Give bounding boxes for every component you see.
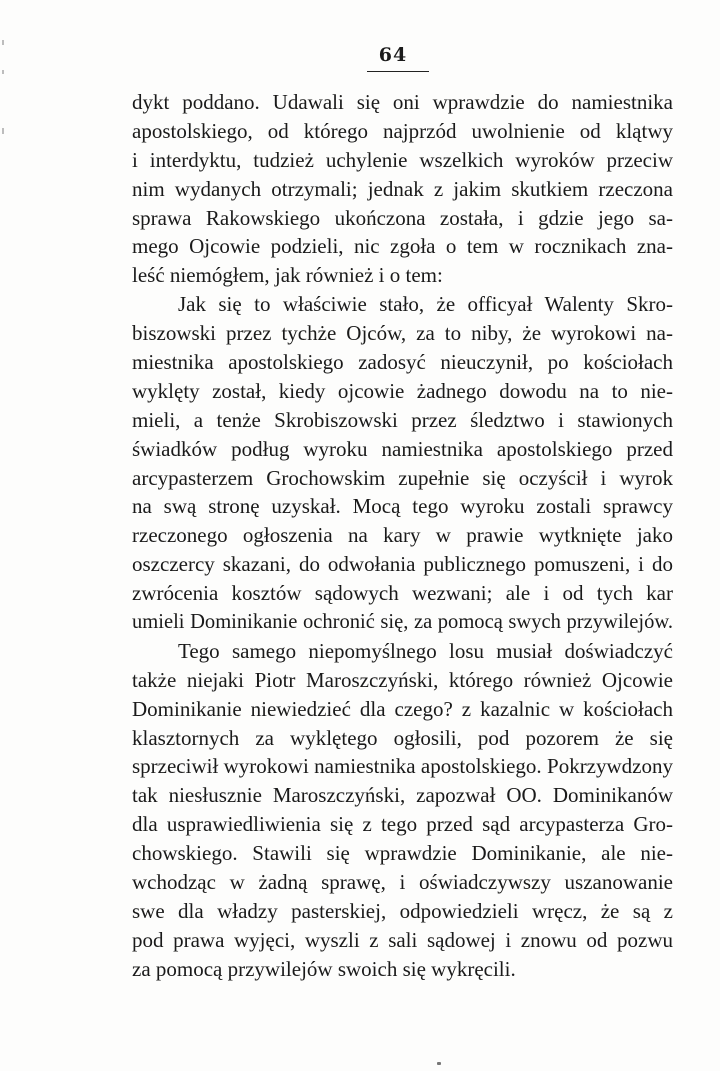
scan-speck <box>437 1062 441 1065</box>
text-line: dla usprawiedliwienia się z tego przed sąd arcypasterza Gro- <box>132 812 673 837</box>
text-line: klasztornych za wyklętego ogłosili, pod pozorem że się <box>132 725 673 750</box>
scan-edge-mark <box>2 128 4 134</box>
page-number-rule <box>367 71 429 72</box>
text-line: leść niemógłem, jak również i o tem: <box>132 263 443 288</box>
text-line: apostolskiego, od którego najprzód uwolnienie od klątwy <box>132 118 673 143</box>
text-line: nim wydanych otrzymali; jednak z jakim skutkiem rzeczona <box>132 176 673 201</box>
scan-edge-mark <box>2 70 4 74</box>
text-line: oszczercy skazani, do odwołania publicznego pomuszeni, i do <box>132 552 673 577</box>
text-line: sprawa Rakowskiego ukończona została, i gdzie jego sa- <box>132 205 673 230</box>
text-line: swe dla władzy pasterskiej, odpowiedzieli wręcz, że są z <box>132 898 673 923</box>
page-number: 64 <box>378 44 408 66</box>
text-line: miestnika apostolskiego zadosyć nieuczynił, po kościołach <box>132 350 673 375</box>
text-line: sprzeciwił wyrokowi namiestnika apostolskiego. Pokrzywdzony <box>132 754 673 779</box>
text-line: biszowski przez tychże Ojców, za to niby, że wyrokowi na- <box>132 321 673 346</box>
scan-edge-mark <box>2 40 4 45</box>
text-line: także niejaki Piotr Maroszczyński, którego również Ojcowie <box>132 667 673 692</box>
text-line: wchodząc w żadną sprawę, i oświadczywszy uszanowanie <box>132 870 673 895</box>
text-line: Dominikanie niewiedzieć dla czego? z kazalnic w kościołach <box>132 696 673 721</box>
text-line: mego Ojcowie podzieli, nic zgoła o tem w rocznikach zna- <box>132 234 673 259</box>
text-line: zwrócenia kosztów sądowych wezwani; ale i od tych kar <box>132 581 673 606</box>
text-line: dykt poddano. Udawali się oni wprawdzie do namiestnika <box>132 90 673 114</box>
text-line: na swą stronę uzyskał. Mocą tego wyroku zostali sprawcy <box>132 494 673 519</box>
text-line: chowskiego. Stawili się wprawdzie Dominikanie, ale nie- <box>132 841 673 866</box>
text-line: świadków podług wyroku namiestnika apostolskiego przed <box>132 436 673 461</box>
text-line: pod prawa wyjęci, wyszli z sali sądowej i znowu od pozwu <box>132 927 673 952</box>
body-text <box>132 88 673 984</box>
text-line: i interdyktu, tudzież uchylenie wszelkich wyroków przeciw <box>132 147 673 172</box>
text-line: tak niesłusznie Maroszczyński, zapozwał OO. Dominikanów <box>132 783 673 808</box>
text-line: Jak się to właściwie stało, że officyał Walenty Skro- <box>178 292 673 317</box>
text-line: wyklęty został, kiedy ojcowie żadnego dowodu na to nie- <box>132 378 673 403</box>
text-line: umieli Dominikanie ochronić się, za pomocą swych przywilejów. <box>132 611 673 634</box>
text-line: arcypasterzem Grochowskim zupełnie się oczyścił i wyrok <box>132 465 673 490</box>
text-line: rzeczonego ogłoszenia na kary w prawie wytknięte jako <box>132 523 673 548</box>
text-line: Tego samego niepomyślnego losu musiał doświadczyć <box>178 638 673 663</box>
text-line: za pomocą przywilejów swoich się wykręcili. <box>132 956 516 981</box>
text-line: mieli, a tenże Skrobiszowski przez śledztwo i stawionych <box>132 407 673 432</box>
